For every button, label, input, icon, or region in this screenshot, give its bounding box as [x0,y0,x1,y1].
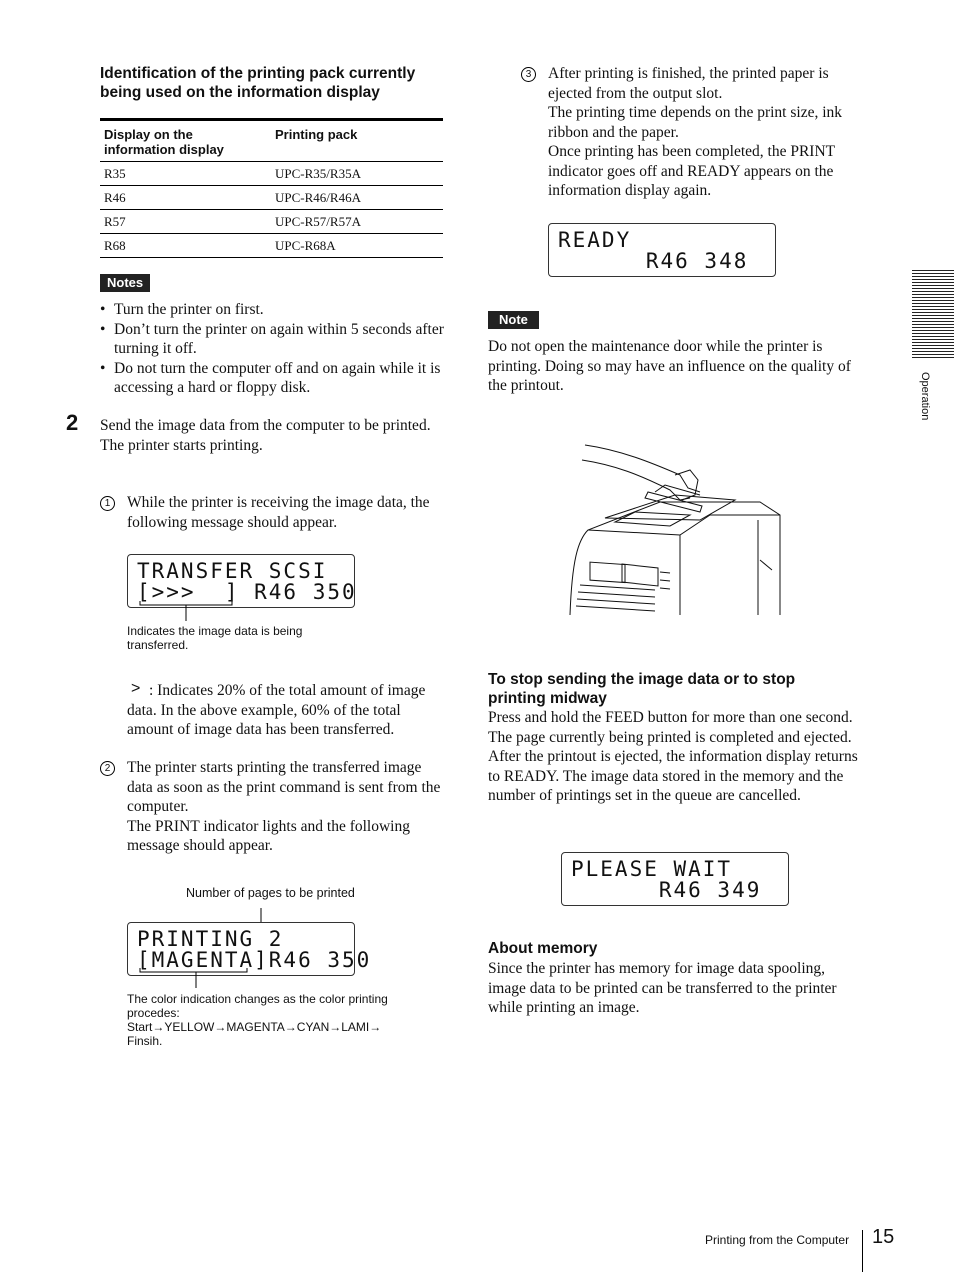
sub-step-3-line: After printing is finished, the printed paper is ejected from the output slot. [548,65,829,102]
lcd-line: [>>> ] R46 350 [137,580,357,604]
table-cell: R46 [100,186,271,210]
step-circle-1: 1 [100,496,115,511]
table-header: Printing pack [271,120,443,162]
lcd-line: TRANSFER SCSI [137,559,328,583]
step-circle-3: 3 [521,67,536,82]
color-bracket-callout [127,962,367,992]
printer-illustration [560,440,785,618]
memory-section-title: About memory [488,940,598,957]
lcd-line: R46 349 [571,878,762,902]
lcd-please-wait-display [561,852,789,906]
color-callout-text [127,992,427,1048]
table-header: Display on the information display [100,120,271,162]
table-cell: R68 [100,234,271,258]
indicator-description: : Indicates 20% of the total amount of image data. In the above example, 60% of the total amount of image data has been transferred. [127,682,426,738]
lcd-line: R46 348 [558,249,749,273]
note-text: Do not open the maintenance door while the printer is printing. Doing so may have an influence on the quality of the printout. [488,338,851,394]
progress-chevron-icon: > [131,680,141,697]
side-tab-stripes [912,270,954,360]
table-cell: R35 [100,162,271,186]
table-row [100,234,443,258]
sub-step-3-line: Once printing has been completed, the PRINT indicator goes off and READY appears on the information display again. [548,143,835,199]
list-item: • Turn the printer on first. [100,300,445,320]
footer-section-name: Printing from the Computer [705,1233,850,1247]
lcd-line: PRINTING 2 [137,927,284,951]
section-title: Identification of the printing pack currently being used on the information display [100,65,416,101]
side-tab-label: Operation [919,372,931,421]
stop-section-text: Press and hold the FEED button for more than one second. The page currently being printed is completed and ejected. After the printout is ejected, the information display returns to READY. The image data stored in the memory and the number of printings set in the queue are cancelled. [488,709,858,804]
lcd-ready-display [548,223,776,277]
color-callout-line: The color indication changes as the color printing procedes: [127,992,388,1020]
printing-pack-table [100,118,443,258]
table-cell: UPC-R57/R57A [271,210,443,234]
memory-section-text: Since the printer has memory for image data spooling, image data to be printed can be transferred to the printer while printing an image. [488,960,837,1016]
lcd-line: READY [558,228,632,252]
sub-step-3-text [548,64,868,201]
step-circle-2: 2 [100,761,115,776]
sub-step-2-line: The printer starts printing the transferred image data as soon as the print command is sent from the computer. [127,759,441,815]
pages-callout-text: Number of pages to be printed [186,886,355,900]
sub-step-3-line: The printing time depends on the print size, ink ribbon and the paper. [548,104,843,141]
table-cell: UPC-R46/R46A [271,186,443,210]
stop-section-title: To stop sending the image data or to stop printing midway [488,671,796,707]
table-cell: R57 [100,210,271,234]
sub-step-2-line: The PRINT indicator lights and the following message should appear. [127,817,410,854]
table-row [100,210,443,234]
step-number: 2 [66,410,79,435]
table-row [100,162,443,186]
note-label: Note [488,311,539,329]
color-callout-line: Finsih. [127,1034,163,1048]
color-callout-line: Start→YELLOW→MAGENTA→CYAN→LAMI→ [127,1020,382,1034]
table-row [100,186,443,210]
step-text-line: Send the image data from the computer to be printed. [100,417,431,434]
table-cell: UPC-R68A [271,234,443,258]
page-number: 15 [872,1226,895,1248]
step-text [100,416,440,455]
lcd-line: PLEASE WAIT [571,857,733,881]
sub-step-2-text [127,758,447,856]
transfer-callout-text: Indicates the image data is being transferred. [127,624,303,652]
table-cell: UPC-R35/R35A [271,162,443,186]
notes-list [100,300,445,398]
transfer-bracket-callout [127,595,367,625]
list-item: • Don’t turn the printer on again within 5 seconds after turning it off. [100,320,445,359]
lcd-line: [MAGENTA]R46 350 [137,948,372,972]
list-item: • Do not turn the computer off and on again while it is accessing a hard or floppy disk. [100,359,445,398]
notes-label: Notes [100,274,150,292]
sub-step-1-text: While the printer is receiving the image data, the following message should appear. [127,494,430,531]
step-text-line: The printer starts printing. [100,436,263,454]
footer-divider [862,1230,863,1272]
